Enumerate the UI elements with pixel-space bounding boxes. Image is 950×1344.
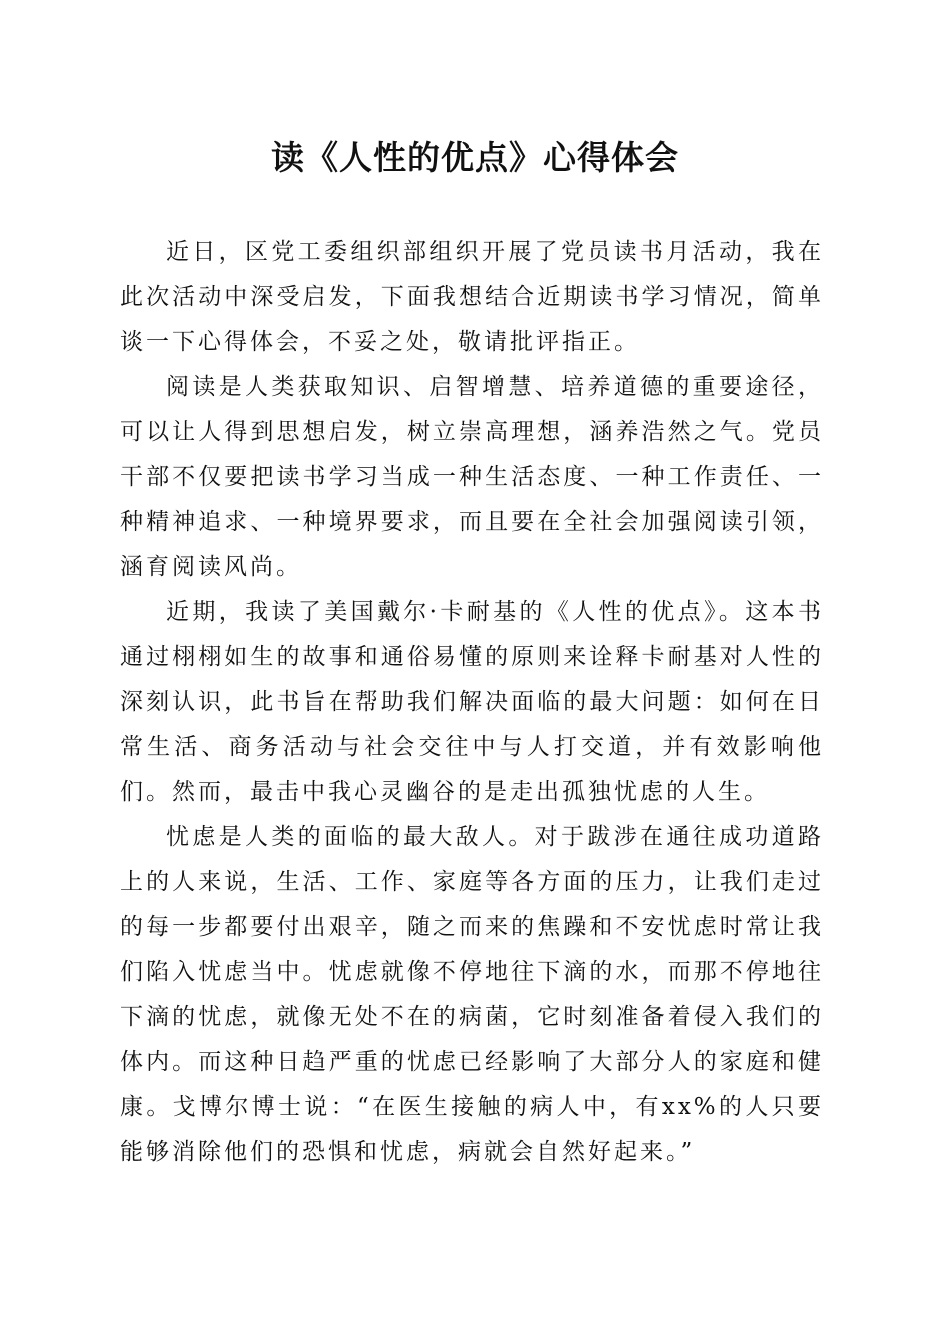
paragraph-1: 近日，区党工委组织部组织开展了党员读书月活动，我在此次活动中深受启发，下面我想结合近期读书学习情况，简单谈一下心得体会，不妥之处，敬请批评指正。 — [120, 239, 824, 355]
document-title: 读《人性的优点》心得体会 — [271, 138, 679, 177]
document-body — [120, 230, 824, 1175]
paragraph-4: 忧虑是人类的面临的最大敌人。对于跋涉在通往成功道路上的人来说，生活、工作、家庭等各方面的压力，让我们走过的每一步都要付出艰辛，随之而来的焦躁和不安忧虑时常让我们陷入忧虑当中。忧虑就像不停地往下滴的水，而那不停地往下滴的忧虑，就像无处不在的病菌，它时刻准备着侵入我们的体内。而这种日趋严重的忧虑已经影响了大部分人的家庭和健康。戈博尔博士说：“在医生接触的病人中，有xx%的人只要能够消除他们的恐惧和忧虑，病就会自然好起来。” — [120, 824, 824, 1165]
paragraph-3: 近期，我读了美国戴尔·卡耐基的《人性的优点》。这本书通过栩栩如生的故事和通俗易懂的原则来诠释卡耐基对人性的深刻认识，此书旨在帮助我们解决面临的最大问题：如何在日常生活、商务活动与社会交往中与人打交道，并有效影响他们。然而，最击中我心灵幽谷的是走出孤独忧虑的人生。 — [120, 599, 824, 805]
paragraph-2: 阅读是人类获取知识、启智增慧、培养道德的重要途径，可以让人得到思想启发，树立崇高理想，涵养浩然之气。党员干部不仅要把读书学习当成一种生活态度、一种工作责任、一种精神追求、一种境界要求，而且要在全社会加强阅读引领，涵育阅读风尚。 — [120, 374, 824, 580]
